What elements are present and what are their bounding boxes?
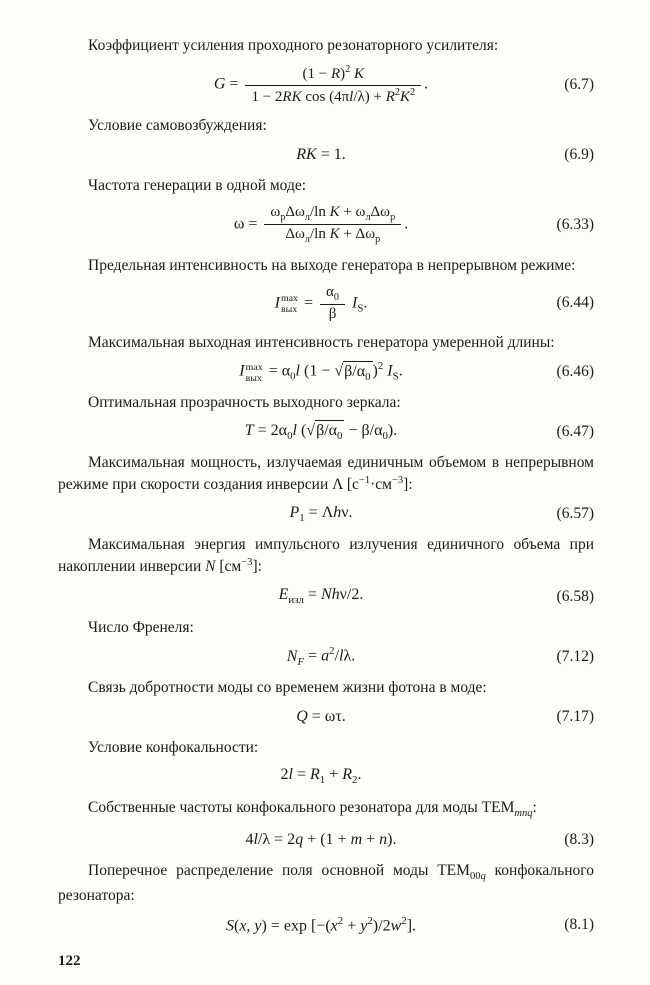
equation-number: (7.17)	[556, 707, 594, 725]
equation-row	[58, 645, 594, 669]
equation-row	[58, 420, 594, 444]
equation-number: (6.44)	[556, 294, 594, 312]
formula-entry	[58, 677, 594, 729]
formula: $2l = R_1 + R_2$.	[280, 766, 362, 787]
formula-entry	[58, 737, 594, 789]
formula-description: Связь добротности моды со временем жизни фотона в моде:	[88, 678, 487, 696]
equation-number: (6.7)	[564, 76, 594, 93]
equation-row	[58, 502, 594, 526]
equation-number: (6.33)	[556, 215, 594, 233]
formula-entry	[58, 175, 594, 247]
formula-description: Условие самовозбуждения:	[88, 117, 267, 134]
equation-row	[58, 765, 594, 789]
formula-entry	[58, 797, 594, 852]
formula-entry	[58, 35, 594, 107]
equation-row	[58, 585, 594, 609]
equation-number: (6.57)	[556, 505, 594, 523]
equation-row	[58, 203, 594, 247]
equation-number: (8.1)	[564, 915, 594, 933]
formula: $T = 2\alpha_0l$ $(√\beta/\alpha_0 - \beta/\alpha_0)$.	[244, 422, 398, 443]
formula: Q = ωτ.	[296, 707, 346, 725]
formula-description: Максимальная энергия импульсного излучения единичного объема при накоплении инверсии N $[см^{-3}]$:	[58, 536, 594, 576]
formula: G = $\frac{(1 - R)^2 K}{1 - 2RK \cos (4\pi l/\lambda) + R^2K^2}$ .	[214, 63, 428, 107]
equation-row	[58, 705, 594, 729]
formula-entry	[58, 860, 594, 937]
formula-description: Предельная интенсивность на выходе генератора в непрерывном режиме:	[88, 256, 576, 274]
formula-description: Максимальная мощность, излучаемая единичным объемом в непрерывном режиме при скорости создания инверсии Λ $[с^{-1}\cdot см^{-3}]$:	[58, 454, 594, 494]
formula-description: Максимальная выходная интенсивность генератора умеренной длины:	[88, 334, 555, 352]
equation-number: (7.12)	[556, 647, 594, 665]
formula-description: Оптимальная прозрачность выходного зеркала:	[88, 394, 401, 412]
equation-number: (6.9)	[564, 146, 594, 163]
equation-row	[58, 63, 594, 107]
formula: S(x, $y) = \exp [-(x^2 + y^2)/2w^2]$.	[225, 914, 417, 934]
formula-entry	[58, 617, 594, 669]
page-number: 122	[58, 952, 81, 969]
formula: $P_1 = \Lambda h\nu$.	[289, 504, 353, 525]
equation-number: (6.46)	[556, 363, 594, 381]
formula-entry	[58, 115, 594, 167]
formula: ω = $\frac{\omega_р\Delta\omega_л/\ln K + \omega_л\Delta\omega_р}{\Delta\omega_л/\ln K + \Delta\omega_р}$ .	[233, 204, 409, 246]
formula: $E_{изл} = Nh\nu/2$.	[278, 586, 364, 607]
equation-number: (6.47)	[556, 423, 594, 441]
formula-description: Коэффициент усиления проходного резонаторного усилителя:	[88, 37, 499, 54]
formula: 4l/λ = 2q + (1 + m + n).	[245, 830, 397, 848]
equation-row	[58, 283, 594, 325]
formula-entry	[58, 255, 594, 325]
equation-row	[58, 360, 594, 384]
equation-row	[58, 828, 594, 852]
formula-entry	[58, 332, 594, 384]
equation-number: (6.58)	[556, 587, 594, 605]
formula-entry	[58, 452, 594, 526]
formula-description: Собственные частоты конфокального резонатора для моды $TEM_{mnq}$:	[88, 798, 537, 819]
formula-description: Число Френеля:	[88, 618, 194, 636]
formula: RK = 1.	[296, 146, 346, 163]
equation-number: (8.3)	[564, 830, 594, 848]
formula-description: Условие конфокальности:	[88, 738, 259, 756]
formula: I max вых = $\alpha_0l$ ($1 - √\beta/\alpha_0$ )$^2$ $I_S$.	[239, 360, 403, 384]
equation-row	[58, 913, 594, 937]
equation-row	[58, 143, 594, 167]
formula-description: Частота генерации в одной моде:	[88, 177, 307, 194]
formula-entry	[58, 392, 594, 444]
formula-entry	[58, 534, 594, 608]
formula-list	[58, 35, 594, 937]
formula-description: Поперечное распределение поля основной моды $TEM_{00q}$ конфокального резонатора:	[58, 861, 595, 904]
formula: I max вых = $\frac{\alpha_0}{\beta}$ $I_S$.	[275, 283, 368, 325]
formula: $N_F = a^2/l\lambda$.	[286, 645, 356, 668]
